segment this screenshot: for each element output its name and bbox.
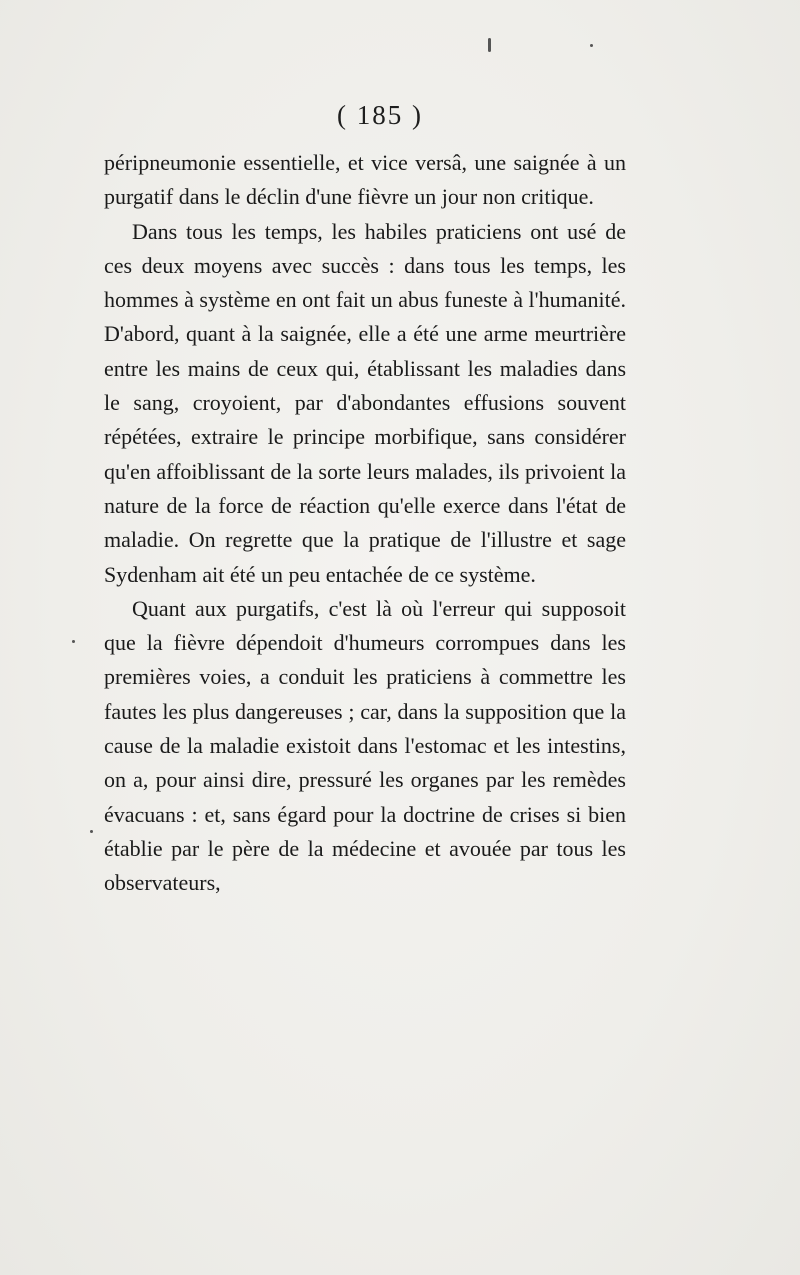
paragraph-2: Dans tous les temps, les habiles praticiens ont usé de ces deux moyens avec succès : dans tous les temps, les hommes à système en ont fait un abus funeste à l'humanité. D'abord, quant à la saignée, elle a été une arme meurtrière entre les mains de ceux qui, établissant les maladies dans le sang, croyoient, par d'abondantes effusions souvent répétées, extraire le principe morbifique, sans considérer qu'en affoiblissant de la sorte leurs malades, ils privoient la nature de la force de réaction qu'elle exerce dans l'état de maladie. On regrette que la pratique de l'illustre et sage Sydenham ait été un peu entachée de ce système. — [104, 218, 626, 587]
paragraph-3: Quant aux purgatifs, c'est là où l'erreur qui supposoit que la fièvre dépendoit d'humeurs corrompues dans les premières voies, a conduit les praticiens à commettre les fautes les plus dangereuses ; car, dans la supposition que la cause de la maladie existoit dans l'estomac et les intestins, on a, pour ainsi dire, pressuré les organes par les remèdes évacuans : et, sans égard pour la doctrine de crises si bien établie par le père de la médecine et avouée par tous les observateurs, — [104, 595, 626, 896]
ink-speck — [590, 44, 593, 47]
ink-speck — [488, 38, 491, 52]
page-number: ( 185 ) — [337, 100, 423, 130]
paragraph-1: péripneumonie essentielle, et vice versâ, une saignée à un purgatif dans le déclin d'une fièvre un jour non critique. — [104, 150, 626, 210]
body-text — [104, 146, 626, 901]
ink-speck — [72, 640, 75, 643]
ink-speck — [90, 830, 93, 833]
